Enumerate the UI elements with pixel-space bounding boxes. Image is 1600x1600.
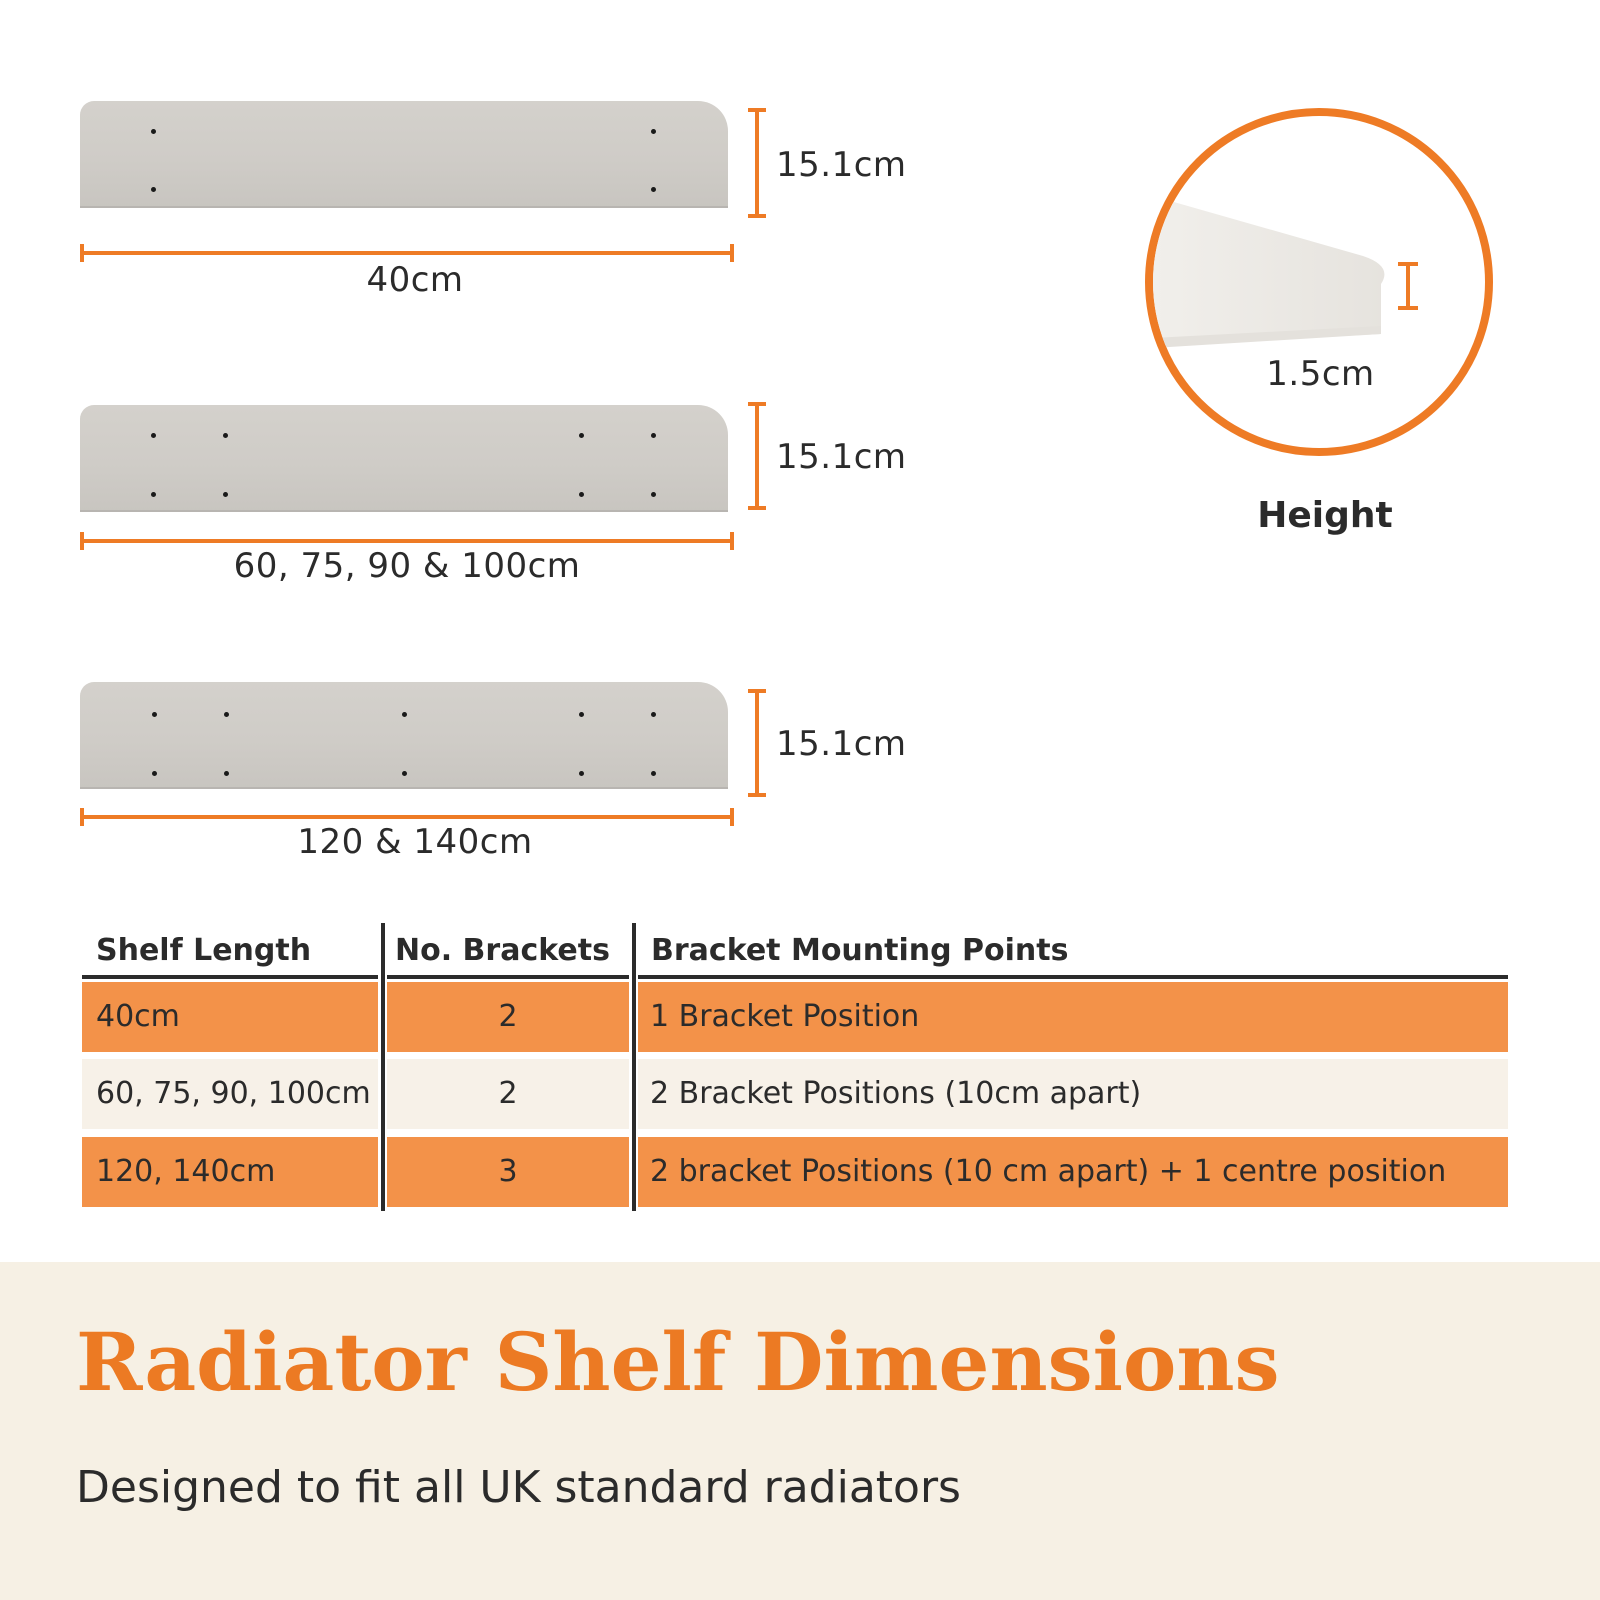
shelf-length-label: 40cm xyxy=(366,260,464,300)
thickness-detail-circle xyxy=(1145,108,1493,456)
table-cell-brackets: 2 xyxy=(387,982,629,1052)
mounting-hole xyxy=(402,771,407,776)
mounting-hole xyxy=(651,433,656,438)
page-subtitle: Designed to fit all UK standard radiators xyxy=(76,1462,961,1513)
mounting-hole xyxy=(579,433,584,438)
mounting-hole xyxy=(651,492,656,497)
mounting-hole xyxy=(579,712,584,717)
mounting-hole xyxy=(151,187,156,192)
shelf-length-label: 120 & 140cm xyxy=(297,822,533,862)
mounting-hole xyxy=(579,492,584,497)
height-dimension-line xyxy=(755,689,759,797)
table-cell-mounting: 1 Bracket Position xyxy=(638,982,1508,1052)
shelf-height-label: 15.1cm xyxy=(776,437,907,477)
length-dimension-line xyxy=(80,815,734,819)
mounting-hole xyxy=(651,771,656,776)
height-dimension-line xyxy=(755,108,759,218)
mounting-hole xyxy=(651,187,656,192)
length-dimension-line xyxy=(80,539,734,543)
column-divider xyxy=(632,923,636,1211)
table-cell-mounting: 2 bracket Positions (10 cm apart) + 1 centre position xyxy=(638,1137,1508,1207)
table-cell-brackets: 3 xyxy=(387,1137,629,1207)
length-dimension-line xyxy=(80,251,734,255)
mounting-hole xyxy=(651,712,656,717)
table-header-length: Shelf Length xyxy=(96,933,312,968)
footer-banner xyxy=(0,1262,1600,1600)
shelf-length-label: 60, 75, 90 & 100cm xyxy=(233,546,581,586)
mounting-hole xyxy=(224,771,229,776)
shelf-edge-detail xyxy=(1153,116,1485,448)
mounting-hole xyxy=(152,771,157,776)
height-title: Height xyxy=(1257,495,1393,536)
mounting-hole xyxy=(223,492,228,497)
table-cell-length: 120, 140cm xyxy=(82,1137,378,1207)
header-underline xyxy=(82,975,378,979)
mounting-hole xyxy=(151,492,156,497)
mounting-hole xyxy=(651,129,656,134)
table-cell-length: 60, 75, 90, 100cm xyxy=(82,1059,378,1129)
table-header-brackets: No. Brackets xyxy=(395,933,610,968)
mounting-hole xyxy=(224,712,229,717)
shelf-60-100cm xyxy=(80,405,728,512)
height-dimension-line xyxy=(755,402,759,510)
shelf-height-label: 15.1cm xyxy=(776,145,907,185)
mounting-hole xyxy=(151,433,156,438)
shelf-height-label: 15.1cm xyxy=(776,724,907,764)
table-cell-brackets: 2 xyxy=(387,1059,629,1129)
mounting-hole xyxy=(151,129,156,134)
shelf-40cm xyxy=(80,101,728,208)
mounting-hole xyxy=(402,712,407,717)
mounting-hole xyxy=(579,771,584,776)
page-title: Radiator Shelf Dimensions xyxy=(76,1315,1280,1409)
table-cell-mounting: 2 Bracket Positions (10cm apart) xyxy=(638,1059,1508,1129)
mounting-hole xyxy=(223,433,228,438)
mounting-hole xyxy=(152,712,157,717)
header-underline xyxy=(638,975,1508,979)
header-underline xyxy=(387,975,629,979)
shelf-120-140cm xyxy=(80,682,728,789)
table-header-mounting: Bracket Mounting Points xyxy=(651,933,1069,968)
column-divider xyxy=(381,923,385,1211)
table-cell-length: 40cm xyxy=(82,982,378,1052)
thickness-label: 1.5cm xyxy=(1266,354,1375,394)
